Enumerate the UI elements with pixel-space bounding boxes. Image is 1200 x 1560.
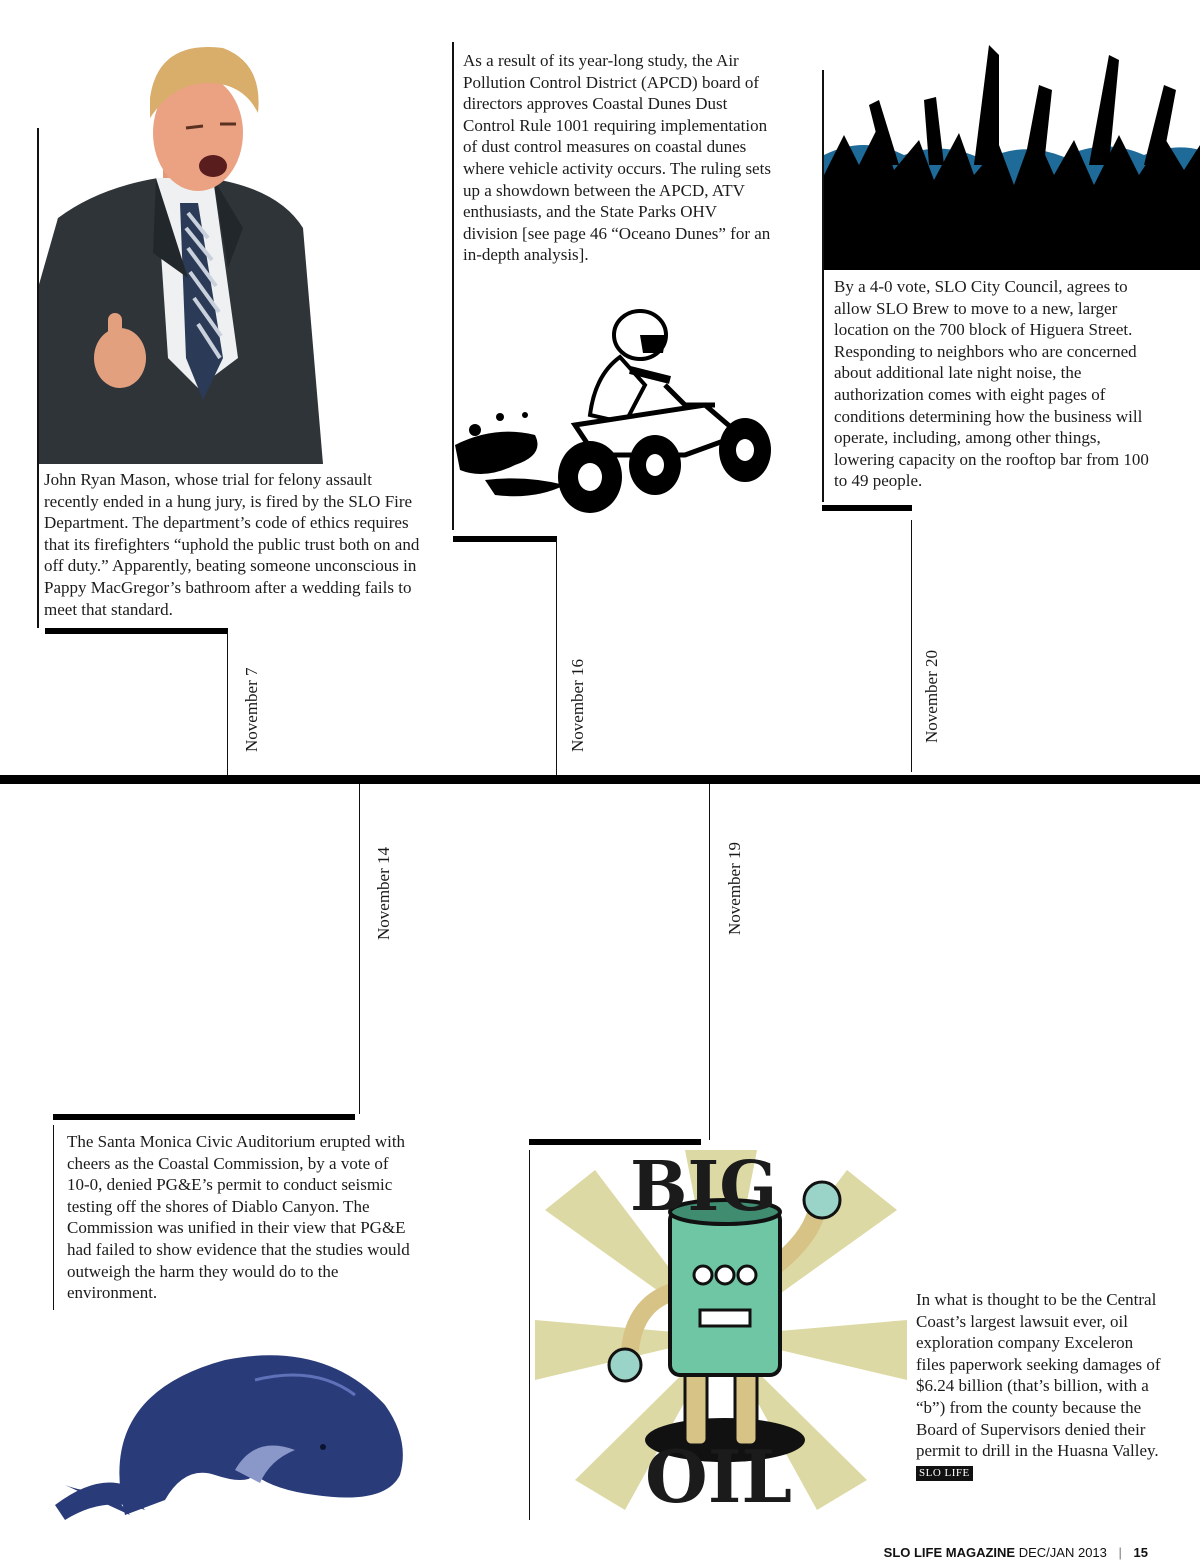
entry-bar xyxy=(822,505,912,511)
entry-border-line xyxy=(452,42,454,530)
big-oil-robot-illustration xyxy=(535,1150,907,1522)
story-nov-19 xyxy=(916,1289,1161,1483)
crowd-silhouette-image xyxy=(824,45,1200,270)
story-nov-20: By a 4-0 vote, SLO City Council, agrees to allow SLO Brew to move to a new, larger location on the 700 block of Higuera Street. Responding to neighbors who are concerned about additional late night noise, the authorization comes with eight pages of conditions determining how the business will operate, including, among other things, lowering capacity on the rooftop bar from 100 to 49 people. xyxy=(834,277,1149,491)
date-nov-20: November 20 xyxy=(922,649,941,743)
story-nov-19-text: In what is thought to be the Central Coast’s largest lawsuit ever, oil exploration company Exceleron files paperwork seeking damages of $6.24 billion (that’s billion, with a “b”) from the county because the Board of Supervisors denied their permit to drill in the Huasna Valley. xyxy=(916,1290,1161,1461)
date-nov-19: November 19 xyxy=(725,841,744,935)
entry-bar xyxy=(45,628,228,634)
entry-bar xyxy=(529,1139,701,1145)
entry-bar xyxy=(453,536,557,542)
big-word-art: BIG xyxy=(630,1150,778,1227)
story-nov-7: John Ryan Mason, whose trial for felony assault recently ended in a hung jury, is fired by the SLO Fire Department. The department’s code of ethics requires that its firefighters “uphold the public trust both on and off duty.” Apparently, beating someone unconscious in Pappy MacGregor’s bathroom after a wedding fails to meet that standard. xyxy=(44,470,420,619)
date-connector-line xyxy=(556,540,557,775)
date-nov-7: November 7 xyxy=(242,667,261,752)
page-number: 15 xyxy=(1133,1545,1148,1560)
entry-border-line xyxy=(822,70,824,502)
entry-border-line xyxy=(53,1125,54,1310)
date-nov-16: November 16 xyxy=(568,658,587,752)
entry-border-line xyxy=(37,128,39,628)
entry-border-line xyxy=(529,1150,530,1520)
oil-word-art: OIL xyxy=(645,1434,793,1519)
story-nov-16: As a result of its year-long study, the Air Pollution Control District (APCD) board of directors approves Coastal Dunes Dust Control Rule 1001 requiring implementation of dust control measures on coastal dunes where vehicle activity occurs. The ruling sets up a showdown between the APCD, ATV enthusiasts, and the State Parks OHV division [see page 46 “Oceano Dunes” for an in-depth analysis]. xyxy=(463,51,771,265)
date-connector-line xyxy=(359,784,360,1114)
entry-bar xyxy=(53,1114,355,1120)
issue-date: DEC/JAN 2013 xyxy=(1018,1545,1107,1560)
whale-illustration xyxy=(55,1325,415,1525)
date-connector-line xyxy=(227,632,228,775)
magazine-name: SLO LIFE MAGAZINE xyxy=(883,1545,1016,1560)
timeline-axis xyxy=(0,775,1200,784)
date-nov-14: November 14 xyxy=(374,846,393,940)
footer-separator: | xyxy=(1118,1545,1122,1560)
slo-life-end-mark: SLO LIFE xyxy=(916,1466,973,1481)
story-nov-14: The Santa Monica Civic Auditorium erupted with cheers as the Coastal Commission, by a vote of 10-0, denied PG&E’s permit to conduct seismic testing off the shores of Diablo Canyon. The Commission was unified in their view that PG&E had failed to show evidence that the studies would outweigh the harm they would do to the environment. xyxy=(67,1132,410,1303)
atv-rider-illustration xyxy=(455,305,775,520)
date-connector-line xyxy=(709,784,710,1140)
man-in-suit-photo xyxy=(38,28,330,464)
date-connector-line xyxy=(911,520,912,772)
